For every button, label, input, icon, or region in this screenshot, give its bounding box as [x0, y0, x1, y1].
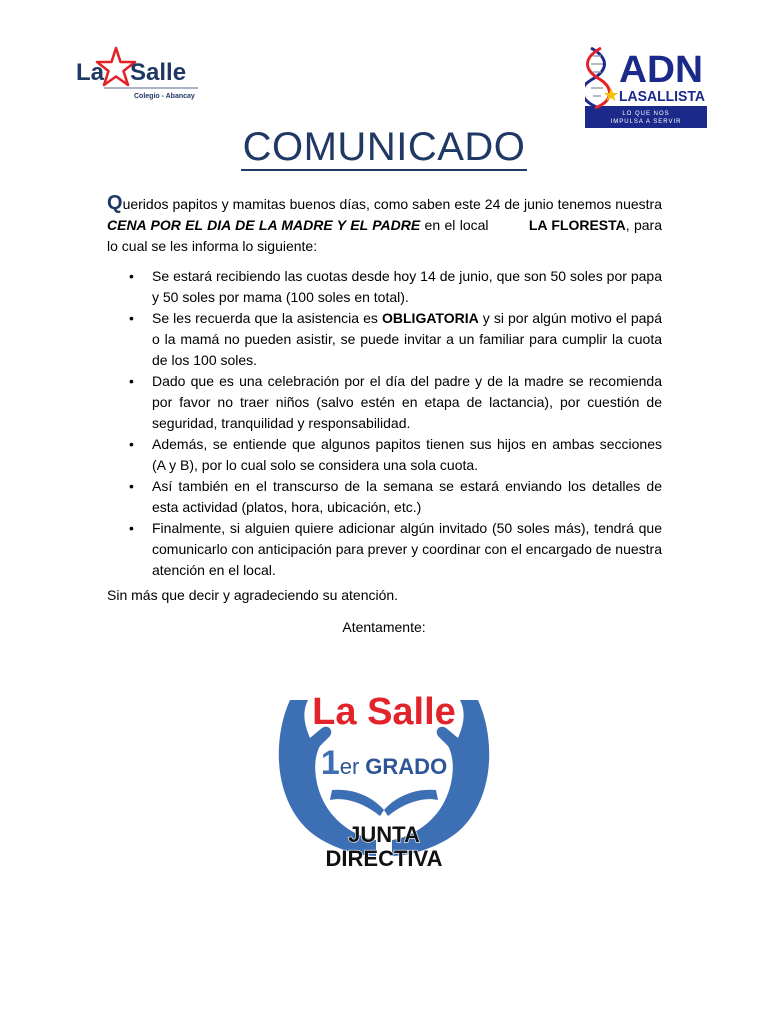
- junta-directiva-emblem: [268, 680, 500, 880]
- emblem-directiva: DIRECTIVA: [325, 846, 443, 871]
- list-item: • Además, se entiende que algunos papitos tienen sus hijos en ambas secciones (A y B), por lo cual solo se considera una sola cuota.: [129, 436, 662, 473]
- list-item: • Finalmente, si alguien quiere adicionar algún invitado (50 soles más), tendrá que comunicarlo con anticipación para prever y coordinar con el encargado de nuestra atención en el local.: [129, 520, 662, 578]
- list-item: • Dado que es una celebración por el día del padre y de la madre se recomienda por favor no traer niños (salvo estén en etapa de lactancia), por cuestión de seguridad, tranquilidad y responsabilidad.: [129, 373, 662, 431]
- adn-lasallista-logo: [585, 44, 707, 130]
- closing-line: Sin más que decir y agradeciendo su atención.: [107, 587, 399, 603]
- regards-line: Atentamente:: [342, 619, 426, 635]
- info-list: [107, 266, 662, 581]
- mandatory-word: OBLIGATORIA: [382, 310, 479, 326]
- adn-tagline-2: IMPULSA A SERVIR: [610, 119, 682, 125]
- lasallista-word: LASALLISTA: [619, 88, 706, 105]
- logo-word-la: La: [76, 59, 105, 86]
- logo-subtitle: Colegio - Abancay: [134, 93, 195, 100]
- logo-word-salle: Salle: [130, 59, 187, 86]
- intro-part-2: en el local: [424, 217, 489, 233]
- list-item: • Así también en el transcurso de la semana se estará enviando los detalles de esta actividad (platos, hora, ubicación, etc.): [129, 478, 662, 515]
- emblem-grade: 1er GRADO: [320, 744, 448, 782]
- intro-part-3: , para lo cual se les informa lo siguiente:: [107, 217, 663, 254]
- adn-word: ADN: [619, 49, 703, 91]
- intro-part-1: ueridos papitos y mamitas buenos días, como saben este 24 de junio tenemos nuestra: [122, 196, 662, 212]
- la-salle-logo: [76, 44, 198, 100]
- document-title: COMUNICADO: [242, 125, 526, 169]
- emblem-junta: JUNTA: [348, 822, 420, 847]
- event-name: CENA POR EL DIA DE LA MADRE Y EL PADRE: [107, 217, 421, 233]
- list-item: • Se estará recibiendo las cuotas desde hoy 14 de junio, que son 50 soles por papa y 50 soles por mama (100 soles en total).: [129, 268, 662, 305]
- intro-paragraph: [107, 193, 662, 257]
- intro-dropcap: Q: [107, 192, 123, 214]
- emblem-la-salle: La Salle: [312, 691, 456, 733]
- venue-name: LA FLORESTA: [528, 217, 626, 233]
- dna-helix-icon: [585, 48, 618, 108]
- adn-tagline-1: LO QUE NOS: [622, 111, 670, 117]
- list-item: • Se les recuerda que la asistencia es OBLIGATORIA y si por algún motivo el papá o la mamá no pueden asistir, se puede invitar a un familiar para cumplir la cuota de los 100 soles.: [129, 310, 662, 368]
